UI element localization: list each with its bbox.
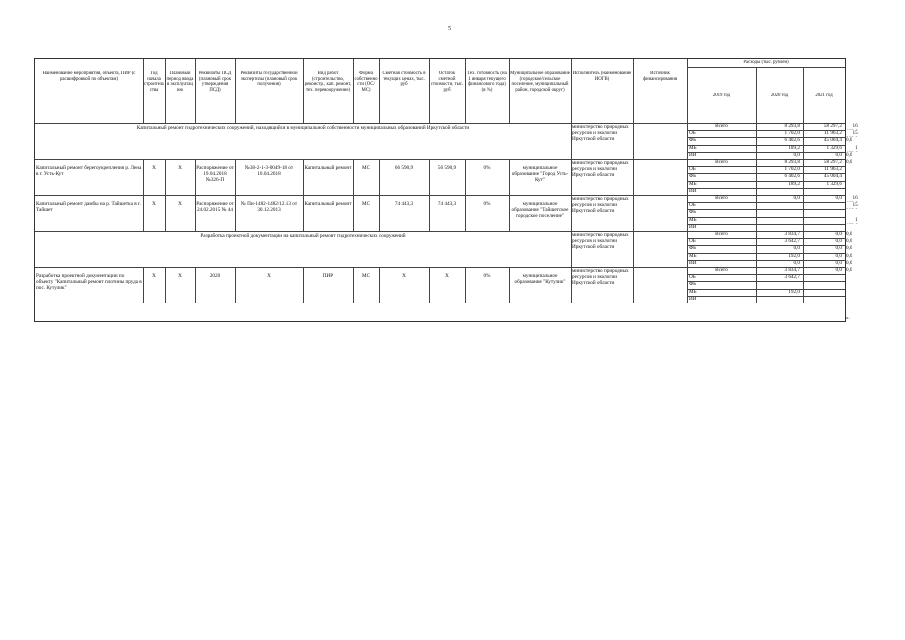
header-period: Плановый период ввода в эксплуатац ию <box>166 71 194 93</box>
executor-name: министерство природных ресурсов и экологии Иркутской области <box>572 268 629 287</box>
funding-source: МБ <box>689 288 697 295</box>
readiness: 0% <box>483 273 491 279</box>
value-2019: 3 642,7 <box>784 238 800 245</box>
value-2021: 0,0 <box>846 231 853 237</box>
value-2019: 0,0 <box>793 151 800 158</box>
closing-quote-mark: ». <box>846 316 850 321</box>
value-2019: 192,0 <box>788 288 800 295</box>
header-expenses: Расходы (тыс. рублей) <box>743 60 789 65</box>
value-2020: 58 297,2 <box>823 123 842 129</box>
estimated-cost: 66 590,9 <box>394 165 414 171</box>
estimated-cost: 74 443,3 <box>394 201 414 207</box>
psd-details: Распоряжение от 19.04.2018 №326-П <box>196 165 234 184</box>
funding-source: МБ <box>689 180 697 187</box>
header-year-2020: 2020 год <box>770 93 789 98</box>
period: Х <box>178 273 182 279</box>
period: Х <box>178 201 182 207</box>
value-2020: 0,0 <box>835 238 842 245</box>
value-2021: 16 <box>852 195 858 201</box>
value-2020: 11 963,2 <box>824 130 842 137</box>
section-title: Капитальный ремонт гидротехнических сооружений, находящийся в муниципальной собственности муниципальных образований Иркутской области <box>136 125 470 131</box>
value-2021: 15 <box>852 130 858 137</box>
value-2020 <box>804 274 842 281</box>
value-2020 <box>804 281 842 288</box>
value-2020: 0,0 <box>835 259 842 266</box>
funding-source: ИИ <box>689 259 697 266</box>
value-2019: 189,2 <box>788 144 800 151</box>
executor-name: министерство природных ресурсов и экологии Иркутской области <box>572 124 629 143</box>
start-year: Х <box>152 201 156 207</box>
value-2019: 0,0 <box>793 195 800 201</box>
funding-source: ИИ <box>689 187 697 194</box>
funding-source: ИИ <box>689 295 697 302</box>
value-2021: 0,0 <box>846 245 853 252</box>
value-2021: 15 <box>852 202 858 209</box>
funding-source: Всего <box>715 123 728 129</box>
psd-details: Распоряжение от 24.02.2015 № 44 <box>196 201 234 214</box>
value-2021: 0,0 <box>846 159 853 165</box>
value-2020: 45 004,4 <box>823 137 842 144</box>
value-2020: 0,0 <box>835 267 842 273</box>
expertise-details: Х <box>267 273 271 279</box>
funding-source: ИИ <box>689 151 697 158</box>
funding-source: ОБ <box>689 202 696 209</box>
value-2020 <box>804 188 842 195</box>
value-2021: 1 <box>855 144 858 151</box>
funding-source: ФБ <box>689 173 697 180</box>
value-2020: 1 329,6 <box>826 180 842 187</box>
funding-source: ФБ <box>689 209 697 216</box>
value-2019: 3 834,7 <box>784 267 800 273</box>
psd-details: 2020 <box>209 273 221 279</box>
value-2019: 6 402,6 <box>784 173 800 180</box>
remaining-cost: Х <box>445 273 449 279</box>
expertise-details: №38-2-1-3-0049-18 от 10.04.2018 <box>244 165 294 178</box>
value-2021: 0,0 <box>846 252 853 259</box>
municipality: муниципальное образование "Кутулик" <box>514 273 566 286</box>
value-2019: 8 293,8 <box>784 159 800 165</box>
executor-name: министерство природных ресурсов и экологии Иркутской области <box>572 160 629 179</box>
value-2019: 192,0 <box>788 252 800 259</box>
header-ownership: Форма собственно сти (ОС/МС) <box>354 71 378 93</box>
value-2020: 0,0 <box>835 245 842 252</box>
value-2019 <box>757 217 800 224</box>
funding-source: ОБ <box>689 238 696 245</box>
value-2019 <box>757 209 800 216</box>
header-expertise: Реквизиты государственной экспертизы (плановый срок получения) <box>240 71 298 88</box>
value-2019: 6 402,6 <box>784 137 800 144</box>
funding-source: ОБ <box>689 166 696 173</box>
funding-source: МБ <box>689 144 697 151</box>
value-2019: 1 702,0 <box>784 166 800 173</box>
funding-source: ФБ <box>689 245 697 252</box>
header-year-2021: 2021 год <box>815 93 833 98</box>
readiness: 0% <box>483 201 491 207</box>
ownership: МС <box>361 201 371 207</box>
funding-source: МБ <box>689 216 697 223</box>
value-2019: 0,0 <box>793 245 800 252</box>
remaining-cost: 74 443,3 <box>437 201 457 207</box>
value-2020: 0,0 <box>835 151 842 158</box>
value-2019 <box>757 188 800 195</box>
value-2019 <box>757 202 800 209</box>
header-work-type: Вид работ (строительство, реконстр., кап. ремонт, тех. перевооружение) <box>304 71 352 93</box>
remaining-cost: 56 590,9 <box>437 165 457 171</box>
work-type: Капитальный ремонт <box>304 201 352 207</box>
funding-source: Всего <box>715 231 728 237</box>
funding-source: ФБ <box>689 137 697 144</box>
value-2019 <box>757 224 800 231</box>
section-title: Разработка проектной документации на капитальный ремонт гидротехнических сооружений <box>200 233 406 239</box>
value-2021: 1 <box>855 216 858 223</box>
header-rest: Остаток сметной стоимости, тыс. руб <box>430 71 464 93</box>
object-name: Капитальный ремонт берегоукрепления р. Лена в г. Усть-Кут <box>36 165 142 178</box>
municipality: муниципальное образование "Тайшетское городское поселение" <box>511 201 569 220</box>
start-year: Х <box>152 273 156 279</box>
expertise-details: № Пи-1482-1482/12.13 от 30.12.2013 <box>240 201 298 214</box>
ownership: МС <box>361 273 371 279</box>
funding-source: ОБ <box>689 130 696 137</box>
readiness: 0% <box>483 165 491 171</box>
header-year-2019: 2019 год <box>712 93 731 98</box>
header-cost: Сметная стоимость в текущих ценах, тыс. руб <box>382 71 426 88</box>
header-object-name: Наименование мероприятия, объекта, ПИР (с расшифровкой по объектам) <box>42 71 136 82</box>
value-2019: 189,2 <box>788 180 800 187</box>
value-2021: 16 <box>852 123 858 129</box>
value-2020 <box>804 209 842 216</box>
work-type: Капитальный ремонт <box>304 165 352 171</box>
funding-source: МБ <box>689 252 697 259</box>
funding-source: ОБ <box>689 274 696 281</box>
value-2020 <box>804 289 842 296</box>
value-2020: 1 329,6 <box>826 144 842 151</box>
start-year: Х <box>152 165 156 171</box>
object-name: Разработка проектной документации по объекту "Капитальный ремонт плотины пруда в пос. Кутулик" <box>36 273 142 292</box>
work-type: ПИР <box>322 273 334 279</box>
value-2019: 1 702,0 <box>784 130 800 137</box>
executor-name: министерство природных ресурсов и экологии Иркутской области <box>572 232 629 251</box>
funding-source: ИИ <box>689 223 697 230</box>
funding-source: Всего <box>715 159 728 165</box>
value-2020: 45 004,4 <box>823 173 842 180</box>
budget-table <box>34 58 858 322</box>
value-2020: 0,0 <box>835 231 842 237</box>
municipality: муниципальное образование "Город Усть-Кут" <box>511 165 569 184</box>
value-2021: 0,0 <box>846 151 853 158</box>
value-2020: 58 297,2 <box>823 159 842 165</box>
executor-name: министерство природных ресурсов и экологии Иркутской области <box>572 196 629 215</box>
funding-source: Всего <box>715 267 728 273</box>
value-2019: 8 293,8 <box>784 123 800 129</box>
header-source: Источник финансирования <box>642 71 678 82</box>
value-2020 <box>804 224 842 231</box>
value-2020: 0,0 <box>835 252 842 259</box>
value-2019 <box>757 281 800 288</box>
header-start-year: Год начала строитель ства <box>144 71 164 93</box>
header-readiness: Тех. готовность (на 1 января текущего финансового года) (в %) <box>467 71 507 93</box>
value-2021: 0,0 <box>846 267 853 273</box>
value-2020 <box>804 217 842 224</box>
estimated-cost: Х <box>402 273 406 279</box>
value-2021: 0,0 <box>846 259 853 266</box>
value-2019: 0,0 <box>793 259 800 266</box>
object-name: Капитальный ремонт дамбы на р. Тайшетка в г. Тайшет <box>36 201 141 214</box>
value-2020: 0,0 <box>835 195 842 201</box>
header-psd: Реквизиты ПСД (плановый срок утверждения ПСД) <box>198 71 232 93</box>
page-number: 5 <box>448 26 451 32</box>
header-executor: Исполнитель (наименование ИОГВ) <box>572 71 632 82</box>
ownership: МС <box>361 165 371 171</box>
funding-source: ФБ <box>689 281 697 288</box>
header-municipality: Муниципальное образование (городское/сельское поселение, муниципальный район, городской округ) <box>510 71 570 93</box>
value-2021: 0,0 <box>846 137 853 144</box>
value-2019 <box>757 296 800 303</box>
value-2020 <box>804 202 842 209</box>
value-2019: 3 834,7 <box>784 231 800 237</box>
value-2021: 0,0 <box>846 238 853 245</box>
period: Х <box>178 165 182 171</box>
value-2019: 3 642,7 <box>784 274 800 281</box>
value-2020 <box>804 296 842 303</box>
value-2020: 11 963,2 <box>824 166 842 173</box>
funding-source: Всего <box>715 195 728 201</box>
